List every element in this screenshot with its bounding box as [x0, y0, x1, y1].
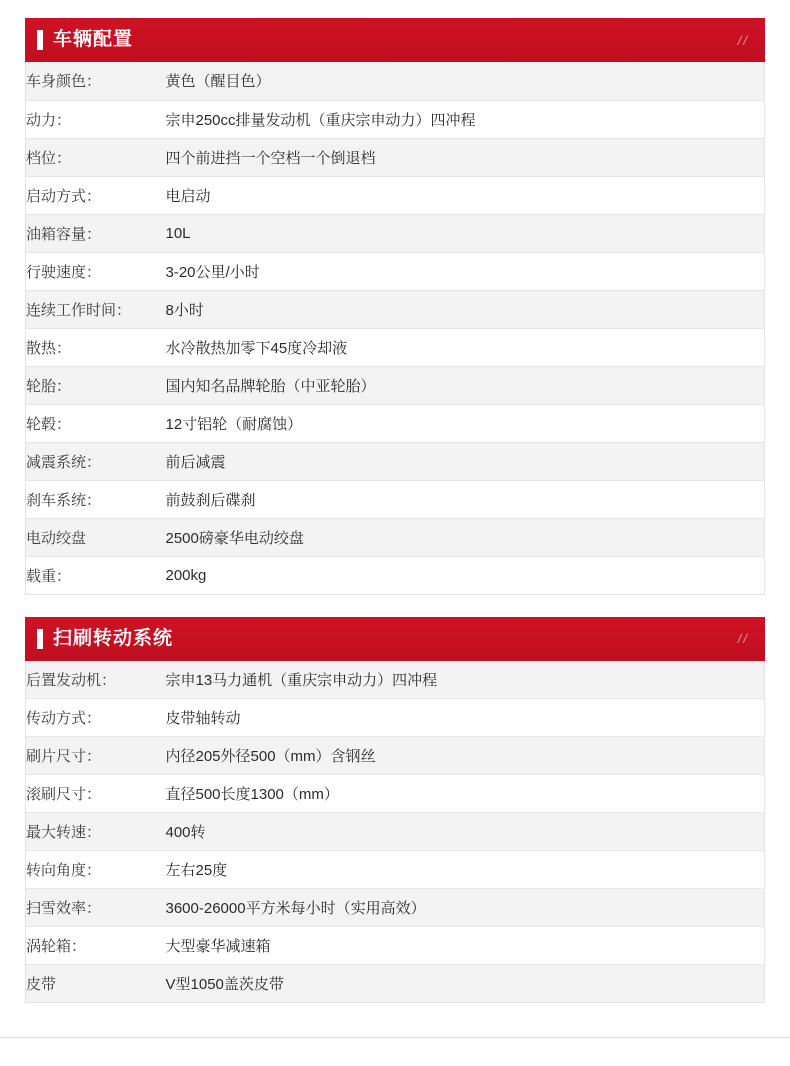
spec-label: 连续工作时间： [26, 290, 166, 328]
spec-value: 水冷散热加零下45度冷却液 [166, 328, 765, 366]
spec-label: 车身颜色： [26, 62, 166, 100]
table-row [26, 62, 765, 100]
spec-value: 四个前进挡一个空档一个倒退档 [166, 138, 765, 176]
section-vehicle-configuration [25, 0, 765, 595]
table-row [26, 442, 765, 480]
spec-value: 电启动 [166, 176, 765, 214]
spec-label: 档位： [26, 138, 166, 176]
table-row [26, 965, 765, 1003]
spec-label: 载重： [26, 556, 166, 594]
spec-value: 国内知名品牌轮胎（中亚轮胎） [166, 366, 765, 404]
spec-label: 刹车系统： [26, 480, 166, 518]
table-row [26, 699, 765, 737]
spec-label: 电动绞盘 [26, 518, 166, 556]
spec-label: 轮毂： [26, 404, 166, 442]
spec-label: 传动方式： [26, 699, 166, 737]
spec-value: 前后减震 [166, 442, 765, 480]
spec-label: 涡轮箱： [26, 927, 166, 965]
spec-label: 散热： [26, 328, 166, 366]
table-row [26, 556, 765, 594]
table-row [26, 737, 765, 775]
table-row [26, 138, 765, 176]
table-row [26, 518, 765, 556]
page-bottom-spacer [0, 1038, 790, 1066]
spec-label: 油箱容量： [26, 214, 166, 252]
spec-value: 8小时 [166, 290, 765, 328]
spec-value: 大型豪华减速箱 [166, 927, 765, 965]
spec-label: 动力： [26, 100, 166, 138]
table-row [26, 404, 765, 442]
spec-value: 直径500长度1300（mm） [166, 775, 765, 813]
table-row [26, 328, 765, 366]
spec-value: 3-20公里/小时 [166, 252, 765, 290]
spec-value: 2500磅豪华电动绞盘 [166, 518, 765, 556]
spec-value: 400转 [166, 813, 765, 851]
spec-label: 后置发动机： [26, 661, 166, 699]
spec-label: 皮带 [26, 965, 166, 1003]
spec-label: 转向角度： [26, 851, 166, 889]
table-row [26, 889, 765, 927]
spec-value: 皮带轴转动 [166, 699, 765, 737]
section-title: 车辆配置 [53, 29, 134, 50]
spec-value: 200kg [166, 556, 765, 594]
section-brush-rotation-system [25, 595, 765, 1004]
spec-value: 黄色（醒目色） [166, 62, 765, 100]
section-header-brush-rotation-system [25, 617, 765, 661]
table-row [26, 813, 765, 851]
table-row [26, 176, 765, 214]
section-header-vehicle-configuration [25, 18, 765, 62]
spec-value: 3600-26000平方米每小时（实用高效） [166, 889, 765, 927]
spec-value: 左右25度 [166, 851, 765, 889]
spec-value: 内径205外径500（mm）含钢丝 [166, 737, 765, 775]
table-row [26, 927, 765, 965]
header-accent-bar [37, 629, 43, 649]
table-row [26, 100, 765, 138]
spec-label: 扫雪效率： [26, 889, 166, 927]
table-row [26, 480, 765, 518]
table-row [26, 775, 765, 813]
table-row [26, 851, 765, 889]
table-row [26, 214, 765, 252]
spec-label: 启动方式： [26, 176, 166, 214]
spec-label: 行驶速度： [26, 252, 166, 290]
spec-label: 滚刷尺寸： [26, 775, 166, 813]
spec-value: 10L [166, 214, 765, 252]
spec-value: 12寸铝轮（耐腐蚀） [166, 404, 765, 442]
table-row [26, 366, 765, 404]
spec-value: 前鼓刹后碟刹 [166, 480, 765, 518]
header-accent-bar [37, 30, 43, 50]
section-title: 扫刷转动系统 [53, 627, 174, 649]
spec-label: 减震系统： [26, 442, 166, 480]
table-row [26, 290, 765, 328]
spec-value: 宗申250cc排量发动机（重庆宗申动力）四冲程 [166, 100, 765, 138]
table-row [26, 661, 765, 699]
header-slash-decoration: // [737, 631, 749, 646]
spec-label: 轮胎： [26, 366, 166, 404]
spec-value: V型1050盖茨皮带 [166, 965, 765, 1003]
spec-label: 最大转速： [26, 813, 166, 851]
table-row [26, 252, 765, 290]
spec-table-brush-rotation-system [25, 661, 765, 1004]
spec-value: 宗申13马力通机（重庆宗申动力）四冲程 [166, 661, 765, 699]
spec-table-vehicle-configuration [25, 62, 765, 595]
header-slash-decoration: // [737, 32, 749, 48]
spec-label: 刷片尺寸： [26, 737, 166, 775]
